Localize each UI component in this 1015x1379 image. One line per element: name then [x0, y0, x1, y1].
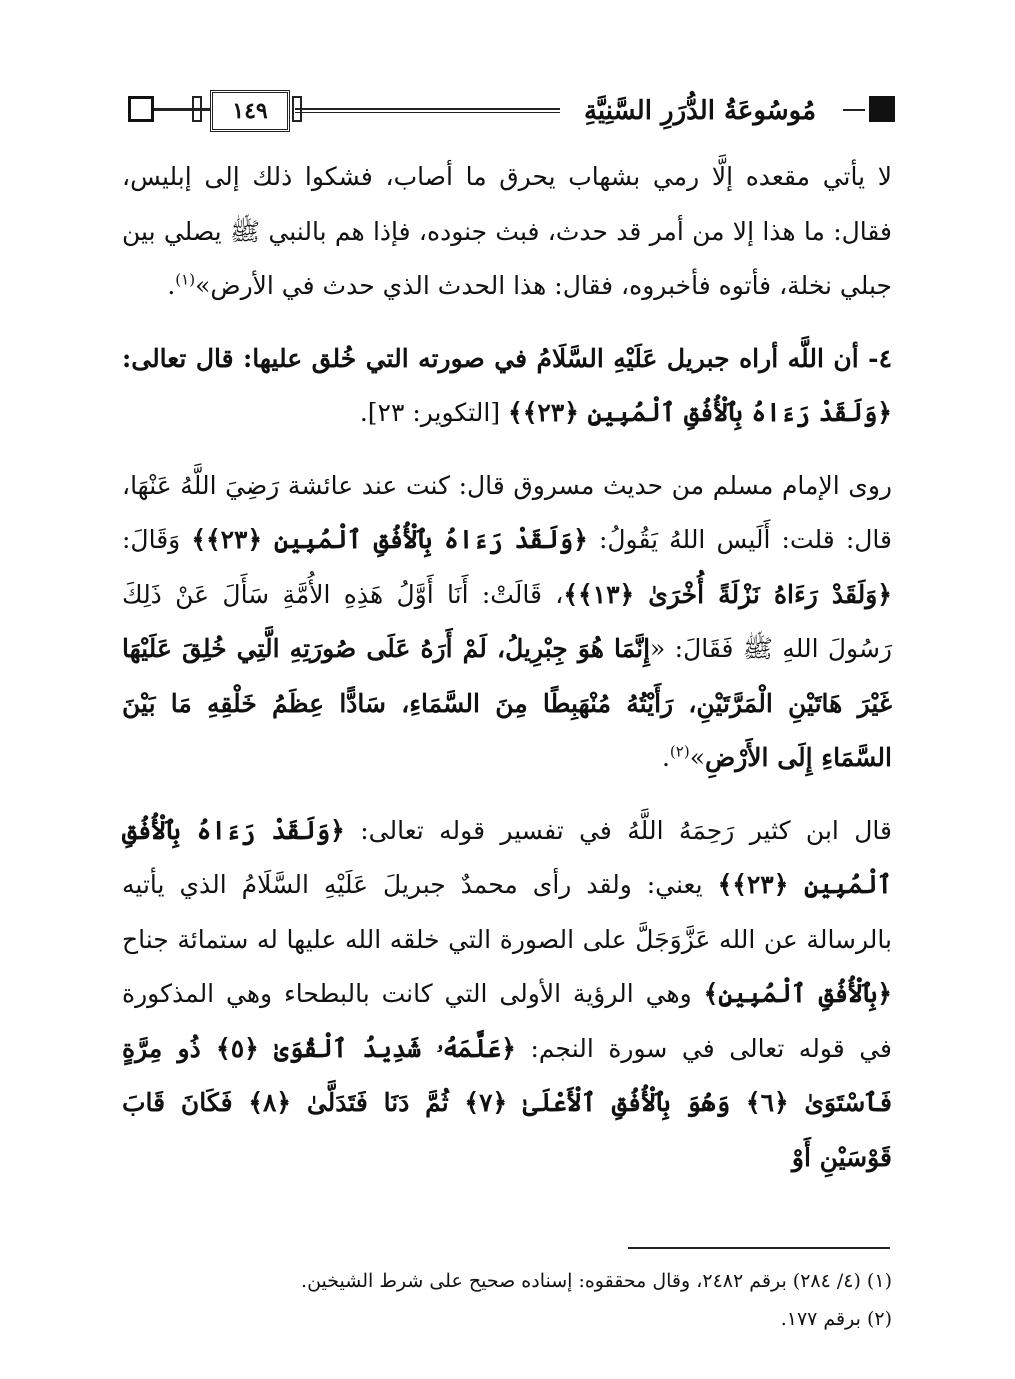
quran-verse: ﴿عَلَّمَهُۥ شَدِيدُ ٱلْقُوَىٰ ﴿٥﴾ ذُو مِرَّةٍ فَٱسْتَوَىٰ ﴿٦﴾ وَهُوَ بِٱلْأُفُقِ ٱلْأَعْلَىٰ ﴿٧﴾ ثُمَّ دَنَا فَتَدَلَّىٰ ﴿٨﴾ فَكَانَ قَابَ قَوْسَيْنِ أَوْ [122, 1033, 892, 1172]
header-ornament-bracket-left [192, 96, 202, 122]
quran-verse: ﴿بِٱلْأُفُقِ ٱلْمُبِينِ﴾ [703, 979, 893, 1008]
footnote-1: (١) (٤/ ٢٨٤) برقم ٢٤٨٢، وقال محققوه: إسناده صحيح على شرط الشيخين. [301, 1270, 892, 1292]
header-ornament-line-right [843, 109, 865, 111]
page-body [122, 150, 892, 1185]
footnote-2: (٢) برقم ١٧٧. [780, 1308, 892, 1330]
page-number: ١٤٩ [210, 90, 290, 132]
paragraph-continuation: لا يأتي مقعده إلَّا رمي بشهاب يحرق ما أصاب، فشكوا ذلك إلى إبليس، فقال: ما هذا إلا من أمر قد حدث، فبث جنوده، فإذا هم بالنبي ﷺ يصلي بين جبلي نخلة، فأتوه فأخبروه، فقال: هذا الحدث الذي حدث في الأرض»$^{(١)}$. [122, 162, 892, 300]
footnotes [122, 1262, 892, 1338]
page-header [120, 88, 895, 144]
paragraph-ibn-kathir: قال ابن كثير رَحِمَهُ اللَّهُ في تفسير قوله تعالى: ﴿وَلَقَدْ رَءَاهُ بِٱلْأُفُقِ ٱلْمُبِينِ ﴿٢٣﴾﴾ يعني: ولقد رأى محمدٌ جبريلَ عَلَيْهِ السَّلَامُ الذي يأتيه بالرسالة عن الله عَزَّوَجَلَّ على الصورة التي خلقه الله عليها له ستمائة جناح ﴿بِٱلْأُفُقِ ٱلْمُبِينِ﴾ وهي الرؤية الأولى التي كانت بالبطحاء وهي المذكورة في قوله تعالى في سورة النجم: ﴿عَلَّمَهُۥ شَدِيدُ ٱلْقُوَىٰ ﴿٥﴾ ذُو مِرَّةٍ فَٱسْتَوَىٰ ﴿٦﴾ وَهُوَ بِٱلْأُفُقِ ٱلْأَعْلَىٰ ﴿٧﴾ ثُمَّ دَنَا فَتَدَلَّىٰ ﴿٨﴾ فَكَانَ قَابَ قَوْسَيْنِ أَوْ [122, 815, 893, 1172]
hadith-text: إِنَّمَا هُوَ جِبْرِيلُ، لَمْ أَرَهُ عَلَى صُورَتِهِ الَّتِي خُلِقَ عَلَيْهَا غَيْرَ هَاتَيْنِ الْمَرَّتَيْنِ، رَأَيْتُهُ مُنْهَبِطًا مِنَ السَّمَاءِ، سَادًّا عِظَمُ خَلْقِهِ مَا بَيْنَ السَّمَاءِ إِلَى الأَرْضِ [122, 634, 892, 772]
quran-verse: ﴿وَلَقَدْ رَءَاهُ نَزْلَةً أُخْرَىٰ ﴿١٣﴾﴾ [563, 579, 892, 609]
footnote-separator [628, 1247, 890, 1249]
book-title: مُوسُوعَةُ الدُّرَرِ السَّنِيَّةِ [583, 96, 816, 126]
section-4 [122, 332, 892, 441]
header-ornament-square-right [869, 96, 895, 122]
quran-verse: ﴿وَلَقَدْ رَءَاهُ بِٱلْأُفُقِ ٱلْمُبِينِ ﴿٢٣﴾﴾ [508, 398, 892, 427]
section-heading: ٤- أن اللَّه أراه جبريل عَلَيْهِ السَّلَامُ في صورته التي خُلق عليها: قال تعالى: [122, 343, 892, 373]
header-rule [295, 108, 560, 113]
quran-verse: ﴿وَلَقَدْ رَءَاهُ بِٱلْأُفُقِ ٱلْمُبِينِ ﴿٢٣﴾﴾ [122, 815, 892, 899]
footnote-ref-1: (١) [175, 270, 196, 289]
footnote-ref-2: (٢) [669, 742, 690, 761]
quran-verse: ﴿وَلَقَدْ رَءَاهُ بِٱلْأُفُقِ ٱلْمُبِينِ ﴿٢٣﴾﴾ [191, 525, 588, 554]
header-ornament-square-left [128, 96, 154, 122]
paragraph-muslim-narration: روى الإمام مسلم من حديث مسروق قال: كنت عند عائشة رَضِيَ اللَّهُ عَنْهَا، قال: قلت: أَلَيس اللهُ يَقُولُ: ﴿وَلَقَدْ رَءَاهُ بِٱلْأُفُقِ ٱلْمُبِينِ ﴿٢٣﴾﴾ وَقَالَ: ﴿وَلَقَدْ رَءَاهُ نَزْلَةً أُخْرَىٰ ﴿١٣﴾﴾، قَالَتْ: أَنَا أَوَّلُ هَذِهِ الأُمَّةِ سَأَلَ عَنْ ذَلِكَ رَسُولَ اللهِ ﷺ فَقَالَ: «إِنَّمَا هُوَ جِبْرِيلُ، لَمْ أَرَهُ عَلَى صُورَتِهِ الَّتِي خُلِقَ عَلَيْهَا غَيْرَ هَاتَيْنِ الْمَرَّتَيْنِ، رَأَيْتُهُ مُنْهَبِطًا مِنَ السَّمَاءِ، سَادًّا عِظَمُ خَلْقِهِ مَا بَيْنَ السَّمَاءِ إِلَى الأَرْضِ»$^{(٢)}$. [122, 470, 892, 772]
verse-citation: [التكوير: ٢٣]. [359, 398, 501, 427]
